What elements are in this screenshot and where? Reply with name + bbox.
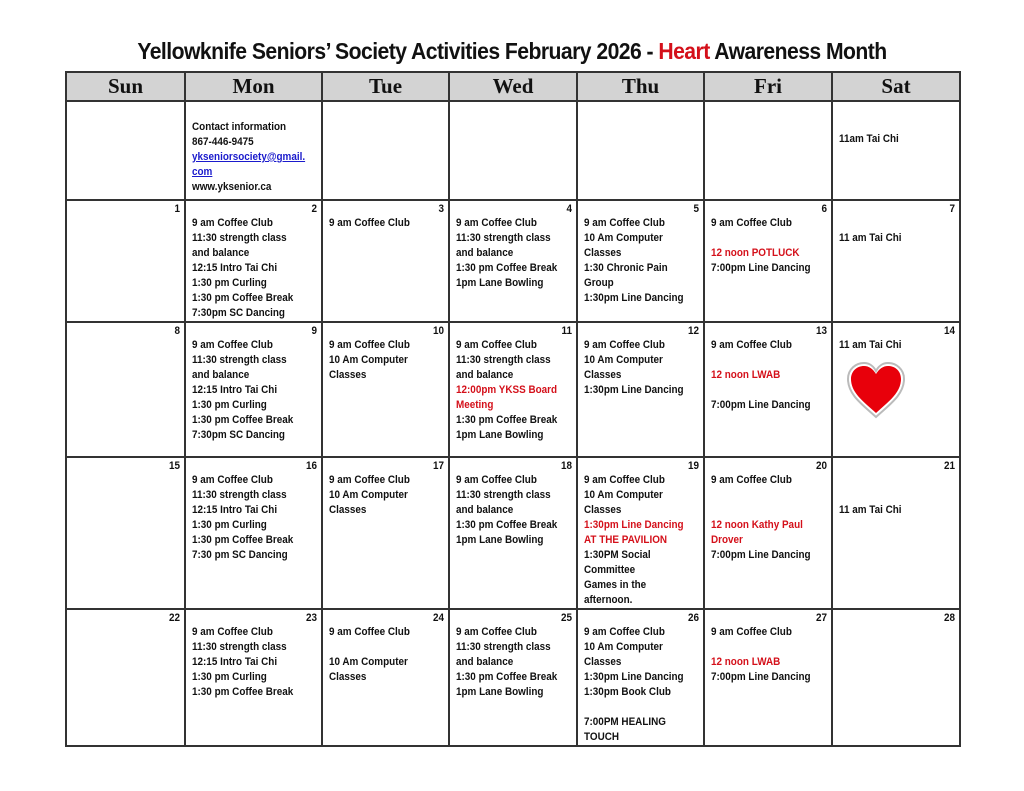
event: 9 am Coffee Club [329, 339, 410, 351]
day-number: 20 [815, 460, 827, 472]
contact-heading: Contact information [192, 121, 287, 133]
day-cell-content [705, 610, 831, 685]
weekday-sat: Sat [832, 72, 960, 101]
page-title [41, 38, 983, 65]
weekday-wed: Wed [449, 72, 577, 101]
weekday-sun: Sun [66, 72, 185, 101]
day-cell-content [578, 323, 703, 398]
day-cell-14 [832, 322, 960, 457]
day-cell-content [186, 323, 321, 443]
day-number: 1 [174, 203, 180, 215]
day-cell-content [450, 201, 576, 291]
weekday-thu: Thu [577, 72, 704, 101]
spacer [584, 700, 688, 715]
day-number: 8 [174, 325, 180, 337]
day-cell-content [578, 201, 703, 306]
spacer [711, 383, 815, 398]
special-event: Meeting [456, 399, 494, 411]
event: 12:15 Intro Tai Chi [192, 656, 278, 668]
weekday-tue: Tue [322, 72, 449, 101]
event: 11:30 strength class [192, 641, 287, 653]
special-event: AT THE PAVILION [584, 534, 668, 546]
event: and balance [456, 656, 514, 668]
event: 9 am Coffee Club [456, 626, 537, 638]
event: 1:30 Chronic Pain [584, 262, 668, 274]
event: 9 am Coffee Club [192, 217, 273, 229]
spacer [839, 216, 943, 231]
day-cell-12 [577, 322, 704, 457]
day-number: 3 [438, 203, 444, 215]
spacer [711, 640, 815, 655]
day-number: 21 [943, 460, 955, 472]
event: 12:15 Intro Tai Chi [192, 504, 278, 516]
event: 1:30 pm Coffee Break [456, 262, 558, 274]
event: 9 am Coffee Club [329, 474, 410, 486]
event: 10 Am Computer [584, 489, 663, 501]
day-number: 13 [815, 325, 827, 337]
special-event: 12 noon POTLUCK [711, 247, 800, 259]
day-number: 12 [687, 325, 699, 337]
day-cell-content [67, 323, 184, 338]
day-cell-24 [322, 609, 449, 746]
event: 7:30pm SC Dancing [192, 429, 285, 441]
spacer [711, 503, 815, 518]
day-number: 5 [693, 203, 699, 215]
event: 7:30pm SC Dancing [192, 307, 285, 319]
special-event: 12:00pm YKSS Board [456, 384, 558, 396]
day-number: 19 [687, 460, 699, 472]
day-cell-content [186, 610, 321, 700]
week-row-4 [66, 609, 960, 746]
event: 1pm Lane Bowling [456, 534, 544, 546]
event: 1:30 pm Coffee Break [456, 414, 558, 426]
day-cell-19 [577, 457, 704, 609]
contact-email-line1-wrap [192, 150, 305, 165]
event: 9 am Coffee Club [192, 339, 273, 351]
day-cell-content [705, 201, 831, 276]
day-cell-25 [449, 609, 577, 746]
day-number: 25 [560, 612, 572, 624]
event: and balance [456, 247, 514, 259]
day-number: 22 [168, 612, 180, 624]
event: 1:30pm Line Dancing [584, 671, 684, 683]
day-cell-content [323, 458, 448, 518]
day-cell-content [67, 458, 184, 473]
day-cell-5 [577, 200, 704, 322]
event: 10 Am Computer [584, 641, 663, 653]
contact-website: www.yksenior.ca [192, 181, 272, 193]
event: 7:00pm Line Dancing [711, 399, 811, 411]
event: Committee [584, 564, 636, 576]
event: Classes [584, 369, 622, 381]
event: and balance [192, 247, 250, 259]
day-cell-content [323, 610, 448, 685]
day-cell-content [67, 610, 184, 625]
event: 11:30 strength class [456, 354, 551, 366]
event: 10 Am Computer [584, 232, 663, 244]
weekday-header-row [66, 72, 960, 101]
day-number: 9 [311, 325, 317, 337]
day-cell-6 [704, 200, 832, 322]
day-number: 16 [305, 460, 317, 472]
contact-email-link[interactable]: ykseniorsociety@gmail. [192, 151, 306, 163]
contact-email-line2-wrap [192, 165, 305, 180]
day-cell-13 [704, 322, 832, 457]
event: 9 am Coffee Club [584, 339, 665, 351]
empty-day-cell [449, 101, 577, 200]
contact-phone: 867-446-9475 [192, 136, 254, 148]
day-cell-20 [704, 457, 832, 609]
event: 9 am Coffee Club [584, 626, 665, 638]
week-row-2 [66, 322, 960, 457]
title-prefix: Yellowknife Seniors’ Society Activities February 2026 - [137, 38, 659, 64]
day-number: 24 [432, 612, 444, 624]
special-event: 1:30pm Line Dancing [584, 519, 684, 531]
event: 1:30 pm Coffee Break [192, 292, 294, 304]
event: 9 am Coffee Club [456, 339, 537, 351]
event: 11 am Tai Chi [839, 232, 902, 244]
day-cell-content [705, 458, 831, 563]
day-number: 26 [687, 612, 699, 624]
day-number: 27 [815, 612, 827, 624]
event: 10 Am Computer [329, 354, 408, 366]
event: 9 am Coffee Club [584, 217, 665, 229]
event: and balance [456, 504, 514, 516]
event: 1:30 pm Coffee Break [192, 686, 294, 698]
event: 7:00pm Line Dancing [711, 549, 811, 561]
event: 11:30 strength class [456, 232, 551, 244]
event: 9 am Coffee Club [711, 217, 792, 229]
day-cell-content [833, 323, 959, 353]
event: 1:30 pm Curling [192, 399, 267, 411]
special-event: Drover [711, 534, 743, 546]
spacer [711, 353, 815, 368]
event: 7:00pm Line Dancing [711, 262, 811, 274]
event: Classes [329, 504, 367, 516]
event: 9 am Coffee Club [711, 626, 792, 638]
day-number: 14 [943, 325, 955, 337]
event: 1:30pm Book Club [584, 686, 671, 698]
event: 11am Tai Chi [839, 133, 899, 145]
event: 1:30 pm Coffee Break [192, 534, 294, 546]
day-number: 23 [305, 612, 317, 624]
day-cell-18 [449, 457, 577, 609]
event: Classes [584, 656, 622, 668]
event: 12:15 Intro Tai Chi [192, 384, 278, 396]
event: 7:00PM HEALING [584, 716, 666, 728]
empty-day-cell [322, 101, 449, 200]
event: 9 am Coffee Club [711, 474, 792, 486]
day-number: 15 [168, 460, 180, 472]
title-highlight: Heart [658, 38, 710, 64]
day-cell-27 [704, 609, 832, 746]
event: Classes [584, 504, 622, 516]
week-row-1 [66, 200, 960, 322]
day-cell-content [450, 458, 576, 548]
day-number: 18 [560, 460, 572, 472]
event: Classes [329, 369, 367, 381]
spacer [839, 488, 943, 503]
day-cell-22 [66, 609, 185, 746]
event: 10 Am Computer [329, 489, 408, 501]
day-cell-8 [66, 322, 185, 457]
empty-day-cell [577, 101, 704, 200]
day-cell-4 [449, 200, 577, 322]
empty-day-cell [704, 101, 832, 200]
event: 11 am Tai Chi [839, 339, 902, 351]
event: 9 am Coffee Club [711, 339, 792, 351]
event: and balance [456, 369, 514, 381]
event: 1:30 pm Coffee Break [456, 671, 558, 683]
day-cell-16 [185, 457, 322, 609]
day-cell-9 [185, 322, 322, 457]
event: Group [584, 277, 614, 289]
day-cell-10 [322, 322, 449, 457]
empty-day-cell [66, 101, 185, 200]
event: 10 Am Computer [584, 354, 663, 366]
day-cell-23 [185, 609, 322, 746]
day-cell-7 [832, 200, 960, 322]
contact-email-link-cont[interactable]: com [192, 166, 213, 178]
event: Classes [329, 671, 367, 683]
day-cell-3 [322, 200, 449, 322]
day-cell-content [450, 610, 576, 700]
day-number: 2 [311, 203, 317, 215]
event: 7:00pm Line Dancing [711, 671, 811, 683]
day-cell-content [705, 323, 831, 413]
day-cell-content [578, 610, 703, 745]
day-cell-content [323, 323, 448, 383]
event: 11:30 strength class [192, 232, 287, 244]
title-suffix: Awareness Month [709, 38, 887, 64]
day-cell-content [833, 610, 959, 625]
day-cell-content [833, 458, 959, 518]
event: afternoon. [584, 594, 633, 606]
event: 9 am Coffee Club [329, 626, 410, 638]
day-cell-content [186, 458, 321, 563]
event: 9 am Coffee Club [456, 474, 537, 486]
event: 9 am Coffee Club [192, 474, 273, 486]
event: 11:30 strength class [456, 641, 551, 653]
event: 1pm Lane Bowling [456, 277, 544, 289]
special-event: 12 noon LWAB [711, 369, 781, 381]
event: 10 Am Computer [329, 656, 408, 668]
day-cell-content [186, 201, 321, 321]
day-cell-1 [66, 200, 185, 322]
day-cell-2 [185, 200, 322, 322]
event: 1:30 pm Coffee Break [456, 519, 558, 531]
event: TOUCH [584, 731, 620, 743]
spacer [711, 231, 815, 246]
day-cell-content [323, 201, 448, 231]
day-number: 28 [943, 612, 955, 624]
contact-cell [185, 101, 322, 200]
event: 11:30 strength class [192, 354, 287, 366]
day-number: 10 [432, 325, 444, 337]
spacer [329, 640, 433, 655]
event: 12:15 Intro Tai Chi [192, 262, 278, 274]
weekday-fri: Fri [704, 72, 832, 101]
day-cell-content [833, 201, 959, 246]
spacer [711, 488, 815, 503]
event: 1:30pm Line Dancing [584, 384, 684, 396]
event: 1:30PM Social [584, 549, 651, 561]
special-event: 12 noon LWAB [711, 656, 781, 668]
event: 9 am Coffee Club [329, 217, 410, 229]
event: 1pm Lane Bowling [456, 429, 544, 441]
day-number: 4 [566, 203, 572, 215]
day-cell-content [450, 323, 576, 443]
event: 9 am Coffee Club [456, 217, 537, 229]
spacer [839, 473, 943, 488]
event: 1:30pm Line Dancing [584, 292, 684, 304]
event: 1:30 pm Curling [192, 671, 267, 683]
day-number: 17 [432, 460, 444, 472]
day-cell-jan-31 [832, 101, 960, 200]
day-cell-content [67, 201, 184, 216]
event: 11 am Tai Chi [839, 504, 902, 516]
day-number: 7 [949, 203, 955, 215]
day-cell-15 [66, 457, 185, 609]
event: Games in the [584, 579, 647, 591]
event: 9 am Coffee Club [192, 626, 273, 638]
event: 11:30 strength class [192, 489, 287, 501]
calendar-grid [65, 71, 961, 747]
heart-icon [845, 361, 907, 419]
event: 1:30 pm Coffee Break [192, 414, 294, 426]
special-event: 12 noon Kathy Paul [711, 519, 803, 531]
day-cell-11 [449, 322, 577, 457]
event: 1pm Lane Bowling [456, 686, 544, 698]
week-row-3 [66, 457, 960, 609]
event: and balance [192, 369, 250, 381]
event: 9 am Coffee Club [584, 474, 665, 486]
event: 11:30 strength class [456, 489, 551, 501]
day-number: 6 [821, 203, 827, 215]
day-cell-26 [577, 609, 704, 746]
event: 1:30 pm Curling [192, 519, 267, 531]
day-cell-28 [832, 609, 960, 746]
day-number: 11 [561, 325, 572, 337]
event: 7:30 pm SC Dancing [192, 549, 288, 561]
day-cell-21 [832, 457, 960, 609]
event: 1:30 pm Curling [192, 277, 267, 289]
event: Classes [584, 247, 622, 259]
week-row-0 [66, 101, 960, 200]
weekday-mon: Mon [185, 72, 322, 101]
day-cell-17 [322, 457, 449, 609]
day-cell-content [578, 458, 703, 608]
